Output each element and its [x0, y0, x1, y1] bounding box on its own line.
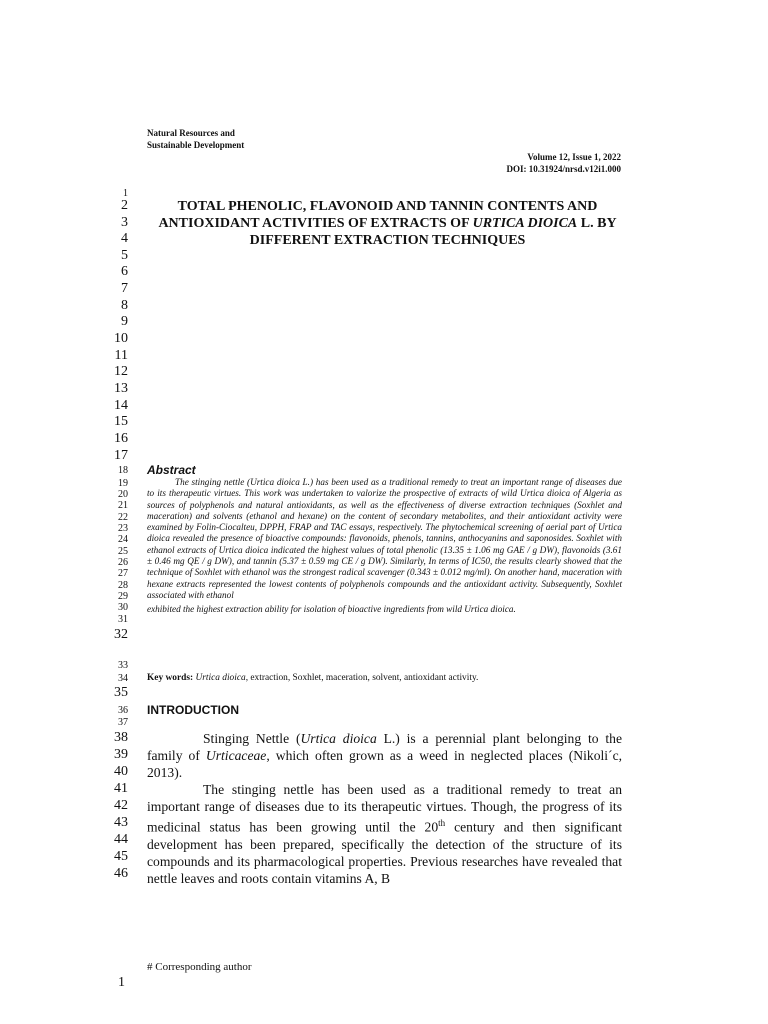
line-number: 43: [114, 815, 128, 830]
line-number: 41: [114, 781, 128, 796]
line-number: 27: [118, 568, 128, 579]
line-number: 21: [118, 500, 128, 511]
line-number: 17: [114, 448, 128, 463]
intro-p2-superscript: th: [438, 818, 446, 828]
volume-issue: Volume 12, Issue 1, 2022: [527, 152, 621, 162]
line-number: 23: [118, 523, 128, 534]
intro-p1-family: Urticaceae: [205, 748, 267, 763]
title-part2: L. BY DIFFERENT EXTRACTION TECHNIQUES: [249, 216, 617, 248]
abstract-body: [147, 477, 622, 616]
line-number: 15: [114, 414, 128, 429]
line-number: 26: [118, 557, 128, 568]
volume-info: [506, 151, 621, 175]
line-number: 31: [118, 614, 128, 625]
line-number: 35: [114, 685, 128, 700]
abstract-heading: Abstract: [147, 463, 196, 477]
keywords-label: Key words:: [147, 673, 194, 683]
line-number: 12: [114, 364, 128, 379]
line-number: 22: [118, 512, 128, 523]
keywords-rest: , extraction, Soxhlet, maceration, solvent, antioxidant activity.: [245, 673, 479, 683]
intro-p2-text-a: The stinging nettle has been used as a traditional remedy to treat an important range of diseases due to its therapeutic virtues. Though, the progress of its medicinal status has been growing until the 20: [147, 782, 622, 835]
journal-name-line2: Sustainable Development: [147, 140, 245, 150]
intro-p1-text-a: Stinging Nettle (: [203, 731, 301, 746]
line-number: 44: [114, 832, 128, 847]
line-number: 45: [114, 849, 128, 864]
line-number: 7: [121, 281, 128, 296]
intro-p1-text-c: , which often grown as a weed in neglected places (Nikoli´c, 2013).: [147, 748, 622, 780]
introduction-heading: INTRODUCTION: [147, 703, 239, 717]
journal-name-line1: Natural Resources and: [147, 128, 235, 138]
paper-title: [140, 198, 635, 249]
line-number: 1: [123, 188, 128, 199]
line-number: 36: [118, 705, 128, 716]
intro-paragraph-1: [147, 730, 622, 781]
doi: DOI: 10.31924/nrsd.v12i1.000: [506, 164, 621, 174]
line-number: 29: [118, 591, 128, 602]
line-number: 6: [121, 264, 128, 279]
intro-p1-text-b: L.) is a perennial plant belonging to the family of: [147, 731, 622, 763]
line-number: 33: [118, 660, 128, 671]
line-number: 11: [114, 348, 128, 363]
line-number: 19: [118, 478, 128, 489]
line-number: 18: [118, 465, 128, 476]
journal-name: [147, 127, 244, 151]
keywords: [147, 673, 478, 683]
abstract-text: The stinging nettle (Urtica dioica L.) has been used as a traditional remedy to treat an important range of diseases due to its therapeutic virtues. This work was undertaken to valorize the prospective of extracts of wild Urtica dioica of Algeria as sources of polyphenols and natural antioxidants, as well as the effectiveness of diverse extraction techniques (Soxhlet and maceration) and solvents (ethanol and hexane) on the content of secondary metabolites, and their antioxidant activity were examined by Folin-Ciocalteu, DPPH, FRAP and TAC essays, respectively. The phytochemical screening of aerial part of Urtica dioica revealed the presence of bioactive compounds: flavonoids, phenols, tannins, anthocyanins and saponosides. Soxhlet with ethanol extracts of Urtica dioica indicated the highest values of total phenolic (13.35 ± 1.06 mg GAE / g DW), flavonoids (3.61 ± 0.46 mg QE / g DW), and tannin (5.37 ± 0.59 mg CE / g DW). Similarly, In terms of IC50, the results clearly showed that the technique of Soxhlet with ethanol was the strongest radical scavenger (0.343 ± 0.012 mg/ml). On another hand, maceration with hexane extracts represented the lowest contents of polyphenols compounds and the antioxidant activity. Subsequently, Soxhlet associated with ethanol: [147, 477, 622, 600]
line-number: 37: [118, 717, 128, 728]
line-number: 20: [118, 489, 128, 500]
line-number: 4: [121, 231, 128, 246]
line-number: 14: [114, 398, 128, 413]
page-number: 1: [118, 975, 125, 990]
line-number: 34: [118, 673, 128, 684]
line-number: 10: [114, 331, 128, 346]
line-number: 2: [121, 198, 128, 213]
line-number: 32: [114, 627, 128, 642]
footnote: # Corresponding author: [147, 961, 252, 973]
line-number: 38: [114, 730, 128, 745]
keywords-species: Urtica dioica: [195, 673, 246, 683]
line-number: 42: [114, 798, 128, 813]
line-number: 13: [114, 381, 128, 396]
line-number: 16: [114, 431, 128, 446]
line-number: 3: [121, 215, 128, 230]
line-number: 25: [118, 546, 128, 557]
abstract-last-line: exhibited the highest extraction ability for isolation of bioactive ingredients from wild Urtica dioica.: [147, 604, 516, 615]
line-number: 30: [118, 602, 128, 613]
line-number: 8: [121, 298, 128, 313]
line-number: 28: [118, 580, 128, 591]
intro-paragraph-2: [147, 781, 622, 887]
line-number: 40: [114, 764, 128, 779]
title-species: URTICA DIOICA: [472, 216, 578, 231]
line-number: 24: [118, 534, 128, 545]
intro-p2-text-b: century and then significant development has been prepared, specifically the detection of the structure of its compounds and its pharmacological properties. Previous researches have revealed that nettle leaves and roots contain vitamins A, B: [147, 819, 622, 886]
line-number: 9: [121, 314, 128, 329]
line-number: 46: [114, 866, 128, 881]
introduction-body: [147, 730, 622, 887]
title-part1: TOTAL PHENOLIC, FLAVONOID AND TANNIN CONTENTS AND ANTIOXIDANT ACTIVITIES OF EXTRACTS OF: [158, 199, 598, 231]
line-number: 39: [114, 747, 128, 762]
intro-p1-species: Urtica dioica: [300, 731, 377, 746]
line-number: 5: [121, 248, 128, 263]
